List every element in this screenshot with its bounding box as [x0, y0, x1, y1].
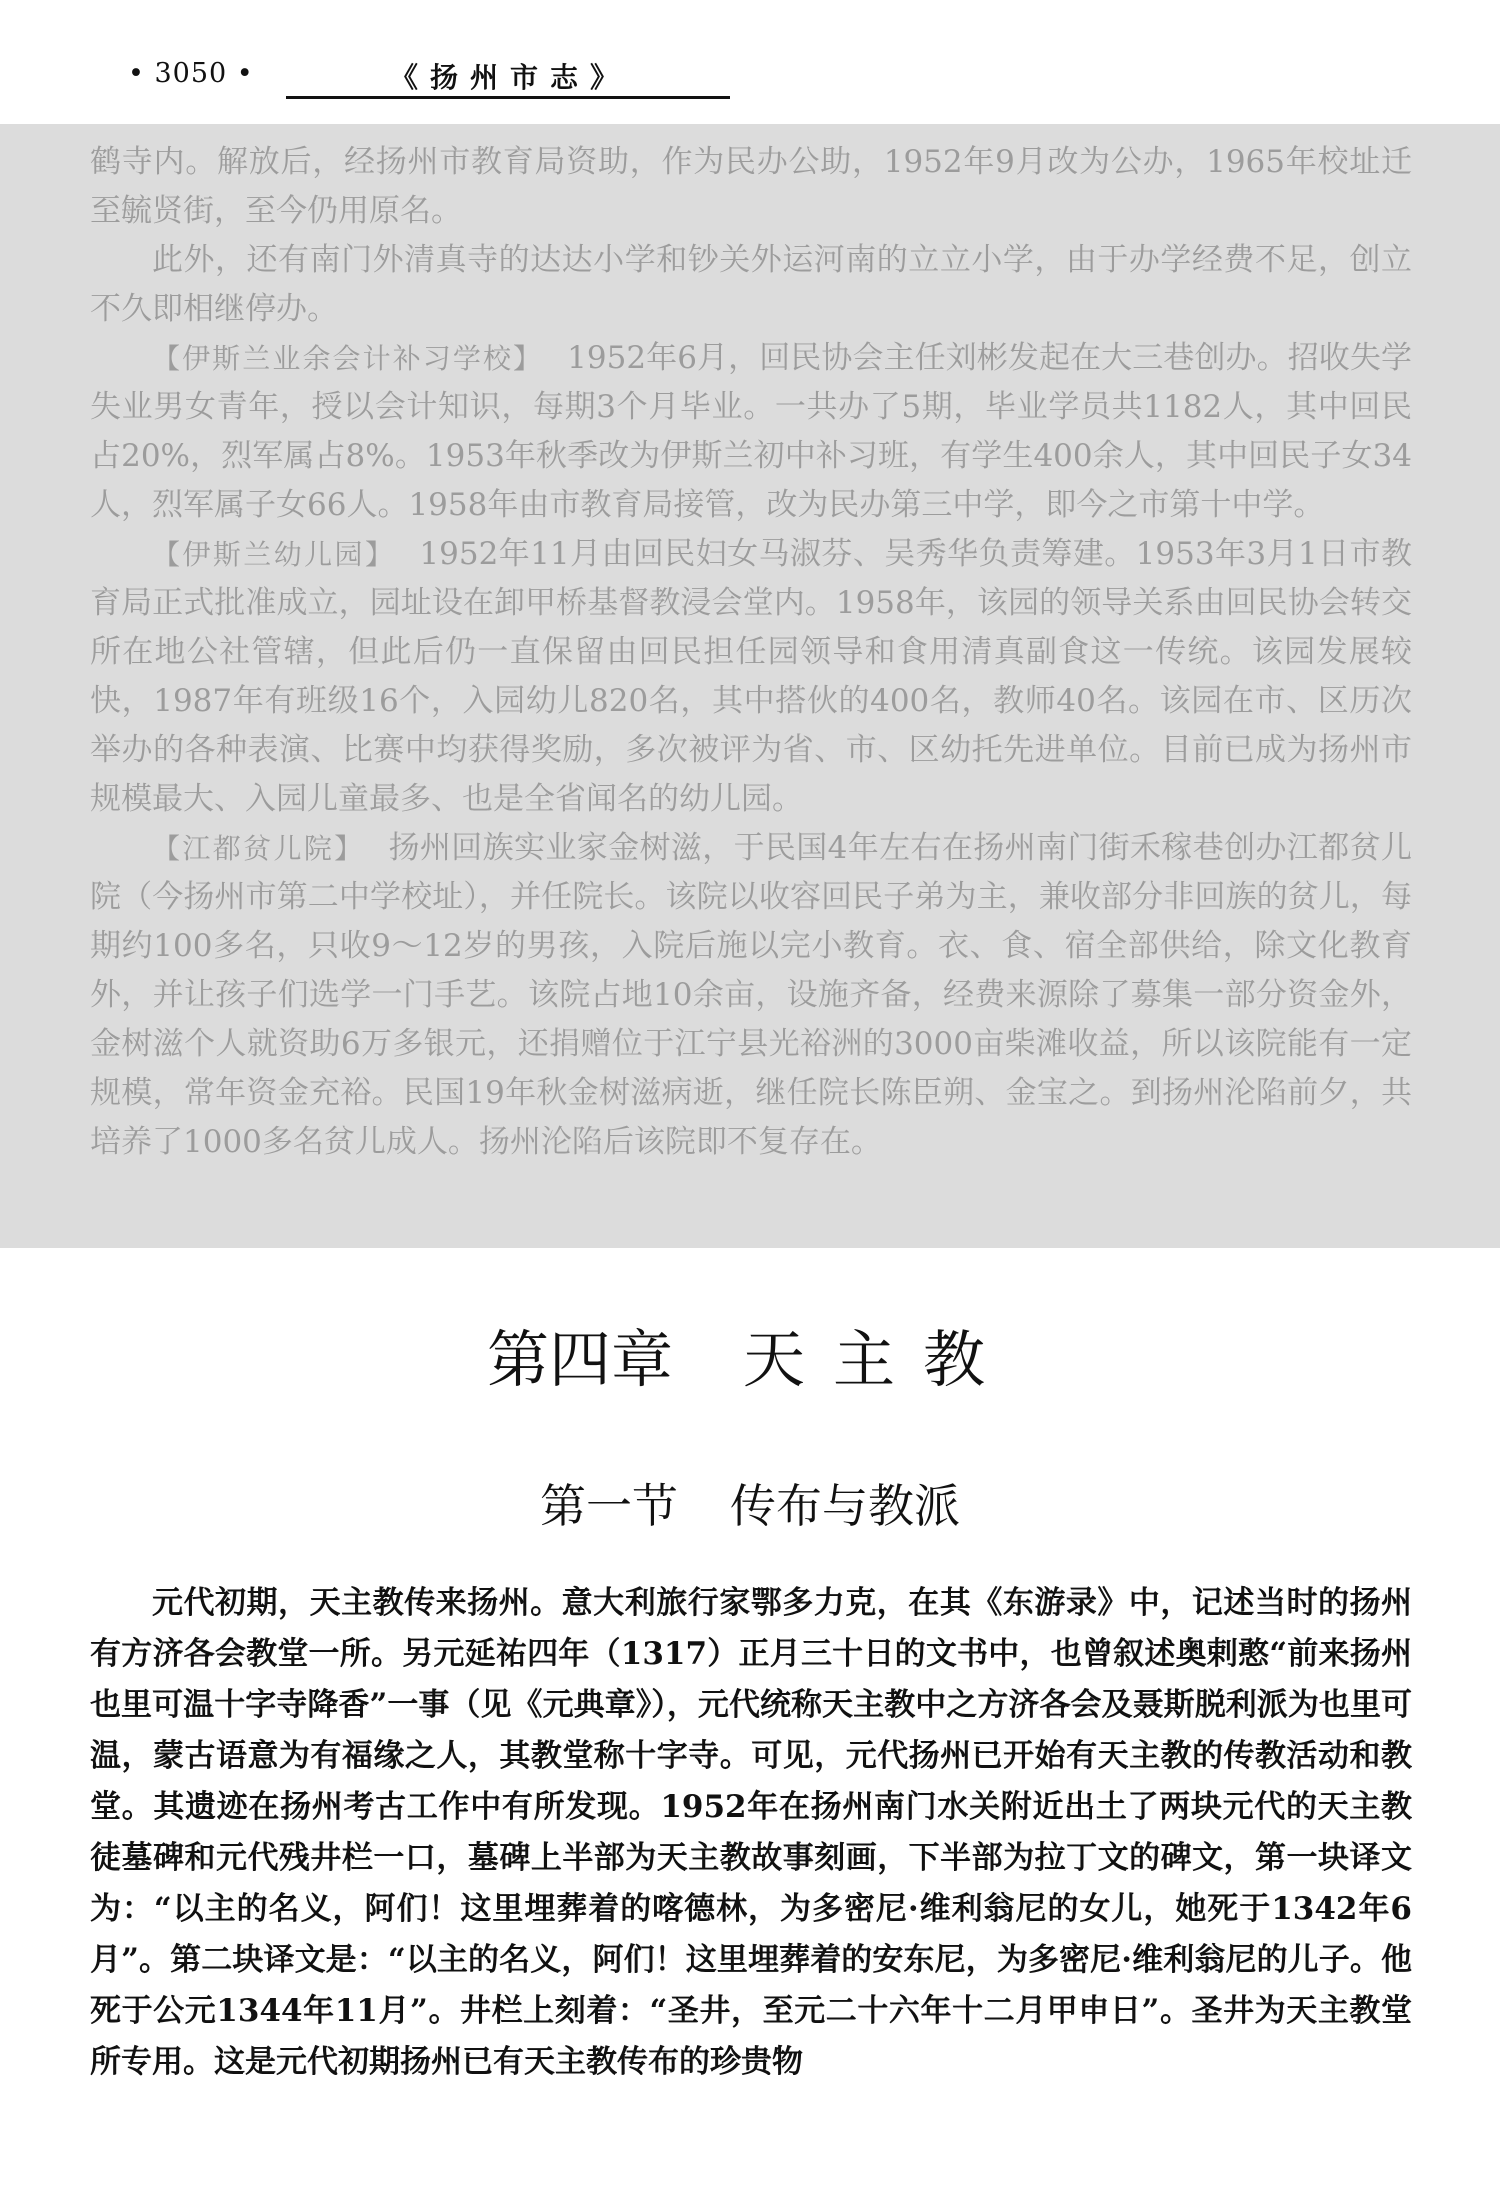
- entry-title: 【江都贫儿院】: [152, 832, 365, 865]
- section-title: 传布与教派: [730, 1479, 960, 1533]
- chapter-title: 天主教: [743, 1323, 1014, 1396]
- page-header: [0, 0, 1500, 120]
- paragraph-text: 元代初期，天主教传来扬州。意大利旅行家鄂多力克，在其《东游录》中，记述当时的扬州有方济各会教堂一所。另元延祐四年（1317）正月三十日的文书中，也曾叙述奥剌憨“前来扬州也里可温十字寺降香”一事（见《元典章》），元代统称天主教中之方济各会及聂斯脱利派为也里可温，蒙古语意为有福缘之人，其教堂称十字寺。可见，元代扬州已开始有天主教的传教活动和教堂。其遗迹在扬州考古工作中有所发现。1952年在扬州南门水关附近出土了两块元代的天主教徒墓碑和元代残井栏一口，墓碑上半部为天主教故事刻画，下半部为拉丁文的碑文，第一块译文为：“以主的名义，阿们！这里埋葬着的喀德林，为多密尼·维利翁尼的女儿，她死于1342年6月”。第二块译文是：“以主的名义，阿们！这里埋葬着的安东尼，为多密尼·维利翁尼的儿子。他死于公元1344年11月”。井栏上刻着：“圣井，至元二十六年十二月甲申日”。圣井为天主教堂所专用。这是元代初期扬州已有天主教传布的珍贵物: [90, 1585, 1412, 2080]
- header-rule: [286, 96, 730, 99]
- shaded-paragraph-entry: [90, 530, 1412, 824]
- body-text-region: [90, 1578, 1412, 2088]
- chapter-heading: [0, 1310, 1500, 1399]
- entry-title: 【伊斯兰业余会计补习学校】: [152, 342, 544, 375]
- page-number: • 3050 •: [128, 58, 254, 89]
- chapter-number: 第四章: [486, 1323, 673, 1396]
- section-heading: [0, 1470, 1500, 1536]
- entry-title: 【伊斯兰幼儿园】: [152, 538, 396, 571]
- shaded-paragraph: [90, 236, 1412, 334]
- shaded-paragraph-entry: [90, 334, 1412, 530]
- shaded-paragraph-continuation: [90, 138, 1412, 236]
- paragraph-text: 1952年6月，回民协会主任刘彬发起在大三巷创办。招收失学失业男女青年，授以会计知识，每期3个月毕业。一共办了5期，毕业学员共1182人，其中回民占20%，烈军属占8%。1953年秋季改为伊斯兰初中补习班，有学生400余人，其中回民子女34人，烈军属子女66人。1958年由市教育局接管，改为民办第三中学，即今之市第十中学。: [90, 340, 1412, 523]
- paragraph-text: 此外，还有南门外清真寺的达达小学和钞关外运河南的立立小学，由于办学经费不足，创立不久即相继停办。: [90, 242, 1412, 327]
- paragraph-text: 1952年11月由回民妇女马淑芬、吴秀华负责筹建。1953年3月1日市教育局正式批准成立，园址设在卸甲桥基督教浸会堂内。1958年，该园的领导关系由回民协会转交所在地公社管辖，但此后仍一直保留由回民担任园领导和食用清真副食这一传统。该园发展较快，1987年有班级16个，入园幼儿820名，其中搭伙的400名，教师40名。该园在市、区历次举办的各种表演、比赛中均获得奖励，多次被评为省、市、区幼托先进单位。目前已成为扬州市规模最大、入园儿童最多、也是全省闻名的幼儿园。: [90, 536, 1412, 817]
- section-number: 第一节: [540, 1479, 678, 1533]
- shaded-text-region: [90, 138, 1412, 1167]
- paragraph-text: 扬州回族实业家金树滋，于民国4年左右在扬州南门街禾稼巷创办江都贫儿院（今扬州市第二中学校址），并任院长。该院以收容回民子弟为主，兼收部分非回族的贫儿，每期约100多名，只收9～12岁的男孩，入院后施以完小教育。衣、食、宿全部供给，除文化教育外，并让孩子们选学一门手艺。该院占地10余亩，设施齐备，经费来源除了募集一部分资金外，金树滋个人就资助6万多银元，还捐赠位于江宁县光裕洲的3000亩柴滩收益，所以该院能有一定规模，常年资金充裕。民国19年秋金树滋病逝，继任院长陈臣朔、金宝之。到扬州沦陷前夕，共培养了1000多名贫儿成人。扬州沦陷后该院即不复存在。: [90, 830, 1412, 1160]
- paragraph-text: 鹤寺内。解放后，经扬州市教育局资助，作为民办公助，1952年9月改为公办，1965年校址迁至毓贤街，至今仍用原名。: [90, 144, 1412, 229]
- shaded-paragraph-entry: [90, 824, 1412, 1167]
- body-paragraph: [90, 1578, 1412, 2088]
- book-title: 《扬州市志》: [390, 61, 631, 94]
